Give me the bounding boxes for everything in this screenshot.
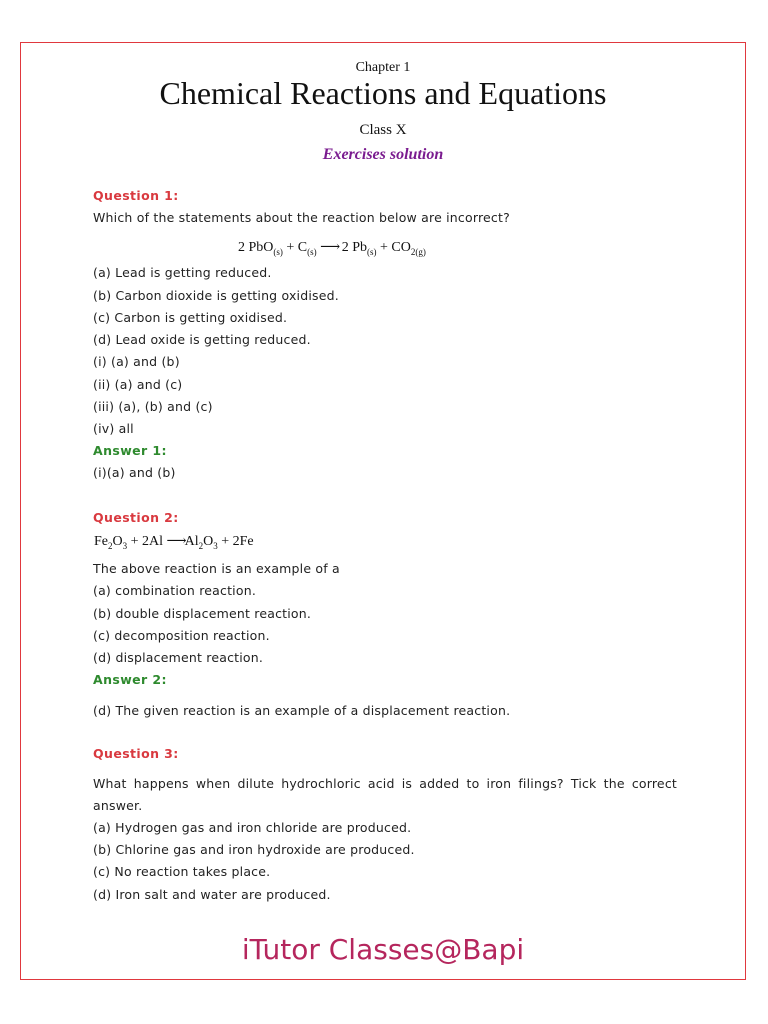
document-page bbox=[20, 42, 746, 980]
page-title: Chemical Reactions and Equations bbox=[159, 75, 607, 111]
question-2-option: (d) displacement reaction. bbox=[93, 650, 264, 665]
answer-1-text: (i)(a) and (b) bbox=[93, 465, 176, 480]
question-1-choice: (i) (a) and (b) bbox=[93, 354, 180, 369]
question-2-option: (a) combination reaction. bbox=[93, 583, 256, 598]
question-1-option: (d) Lead oxide is getting reduced. bbox=[93, 332, 311, 347]
question-3-option: (a) Hydrogen gas and iron chloride are produced. bbox=[93, 820, 412, 835]
question-2-text: The above reaction is an example of a bbox=[93, 561, 340, 576]
class-label: Class X bbox=[359, 122, 407, 138]
answer-2-heading: Answer 2: bbox=[93, 672, 167, 687]
subtitle: Exercises solution bbox=[322, 146, 444, 163]
question-1-option: (a) Lead is getting reduced. bbox=[93, 265, 272, 280]
question-3-option: (b) Chlorine gas and iron hydroxide are produced. bbox=[93, 842, 415, 857]
question-1-heading: Question 1: bbox=[93, 188, 179, 203]
question-1-choice: (iii) (a), (b) and (c) bbox=[93, 399, 213, 414]
question-1-equation: 2 $PbO_{(s)} + C_{(s)}$ ⟶ 2 $Pb_{(s)} + CO_{2(g)}$ bbox=[238, 240, 426, 257]
question-2-option: (c) decomposition reaction. bbox=[93, 628, 270, 643]
question-2-equation: $Fe_2O_3 + 2Al$ $⟶Al_2O_3 + 2Fe$ bbox=[94, 534, 254, 551]
question-2-option: (b) double displacement reaction. bbox=[93, 606, 312, 621]
question-3-heading: Question 3: bbox=[93, 746, 179, 761]
answer-2-text: (d) The given reaction is an example of a displacement reaction. bbox=[93, 703, 511, 718]
question-3-option: (d) Iron salt and water are produced. bbox=[93, 887, 331, 902]
question-1-choice: (ii) (a) and (c) bbox=[93, 377, 183, 392]
question-3-option: (c) No reaction takes place. bbox=[93, 864, 271, 879]
question-1-option: (c) Carbon is getting oxidised. bbox=[93, 310, 288, 325]
question-3-text-line2: answer. bbox=[93, 798, 143, 813]
footer-brand: iTutor Classes@Bapi bbox=[241, 933, 525, 966]
question-1-text: Which of the statements about the reaction below are incorrect? bbox=[93, 210, 510, 225]
question-3-text-line1: What happens when dilute hydrochloric acid is added to iron filings? Tick the correct bbox=[93, 776, 677, 791]
answer-1-heading: Answer 1: bbox=[93, 443, 167, 458]
question-2-heading: Question 2: bbox=[93, 510, 179, 525]
question-1-option: (b) Carbon dioxide is getting oxidised. bbox=[93, 288, 339, 303]
chapter-label: Chapter 1 bbox=[355, 60, 411, 75]
question-1-choice: (iv) all bbox=[93, 421, 134, 436]
